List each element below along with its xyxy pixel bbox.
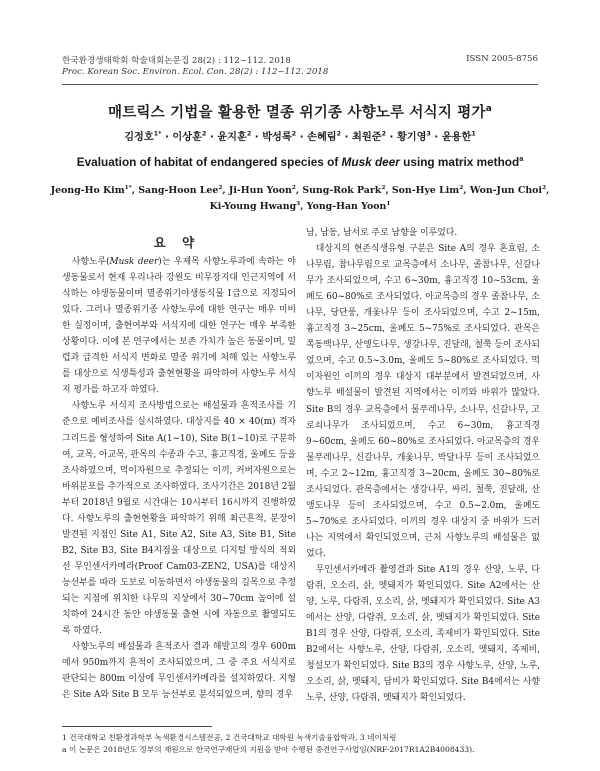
author-en-sup: 3: [296, 200, 301, 207]
author-ko-sup: 2: [381, 130, 386, 138]
title-english-italic: Musk deer: [341, 155, 400, 169]
right-column: [306, 225, 540, 706]
author-en-name: Yong-Han Yoon: [306, 201, 387, 212]
author-ko-name: 최원준: [352, 132, 382, 143]
author-ko-name: 이상훈: [172, 132, 202, 143]
journal-en: Proc. Korean Soc. Environ. Ecol. Con. 28(2) : 112~112. 2018: [62, 67, 329, 77]
author-en-separator: ,: [546, 185, 550, 196]
author-ko-name: 윤지훈: [217, 132, 247, 143]
right-paragraph: 무인센서카메라 촬영결과 Site A1의 경우 산양, 노루, 다람쥐, 오소리, 삵, 멧돼지가 확인되었다. Site A2에서는 산양, 노루, 다람쥐, 오소리, 삵, 멧돼지가 확인되었다. Site A3에서는 산양, 다람쥐, 오소리, 삵, 멧돼지가 확인되었다. Site B1의 경우 산양, 다람쥐, 오소리, 족제비가 확인되었다. Site B2에서는 사향노루, 산양, 다람쥐, 오소리, 멧돼지, 족제비, 청설모가 확인되었다. Site B3의 경우 사향노루, 산양, 노루, 오소리, 삵, 멧돼지, 담비가 확인되었다. Site B4에서는 사향노루, 산양, 다람쥐, 멧돼지가 확인되었다.: [306, 564, 540, 704]
issn: ISSN 2005-8756: [466, 54, 538, 64]
author-en-sup: 2: [218, 184, 223, 191]
author-en-separator: ,: [131, 185, 139, 196]
author-ko-name: 박성록: [262, 132, 292, 143]
author-ko-sup: 2: [291, 130, 297, 138]
title-korean: [40, 101, 560, 122]
footnote-divider: [62, 726, 212, 727]
author-ko-sup: 3: [426, 130, 431, 138]
author-en-separator: ,: [463, 185, 470, 196]
paragraph-text: 사향노루(: [71, 257, 110, 267]
footnote-affiliations: 1 건국대학교 친환경과학부 녹색환경시스템전공, 2 건국대학교 대학원 녹색기술융합학과, 3 네이처링: [62, 733, 397, 742]
left-paragraph: [62, 254, 296, 398]
author-ko-sup: 2: [336, 130, 342, 138]
author-en-separator: ,: [385, 185, 392, 196]
paragraph-italic: Musk deer: [109, 257, 159, 267]
author-ko-sup: 1*: [153, 130, 162, 138]
left-paragraph: [62, 639, 296, 703]
author-ko-name: 손혜림: [307, 132, 337, 143]
author-en-separator: ,: [300, 201, 307, 212]
author-ko-name: 황기영: [396, 132, 427, 143]
author-en-name: Sang-Hoon Lee: [138, 185, 219, 196]
author-en-sup: 2: [541, 184, 547, 191]
author-en-name: Won-Jun Choi: [469, 185, 542, 196]
title-english: [40, 155, 560, 169]
author-en-separator: ,: [295, 185, 303, 196]
left-column: [62, 254, 296, 703]
right-paragraph: 남, 남동, 남서로 주로 남향을 이루었다.: [306, 228, 458, 238]
author-en-sup: 2: [381, 184, 386, 191]
paragraph-text: )는 우제목 사향노루과에 속하는 야생동물로서 현재 우리나라 강원도 비무장지대 인근지역에 서식하는 야생동물이며 멸종위기야생동식물 Ⅰ급으로 지정되어 있다. 그러나 멸종위기종 사향노루에 대한 연구는 매우 미비한 실정이며, 출현여부와 서식지에 대한 연구는 매우 부족한 상황이다. 이에 본 연구에서는 보존 가치가 높은 동물이며, 밀렵과 급격한 서식지 변화로 멸종 위기에 처해 있는 사향노루를 대상으로 식생특성과 출현현황을 파악하여 사향노루 서식지 평가를 하고자 하였다.: [62, 257, 296, 396]
author-en-sup: 2: [459, 184, 464, 191]
title-korean-text: 매트릭스 기법을 활용한 멸종 위기종 사향노루 서식지 평가: [108, 105, 486, 121]
author-en-name: Son-Hye Lim: [391, 185, 460, 196]
right-paragraph: 대상지의 현존식생유형 구분은 Site A의 경우 혼효림, 소나무림, 참나무림으로 교목층에서 소나무, 졸참나무, 신갈나무가 조사되었으며, 수고 6~30m, 흉고직경 10~53cm, 울폐도 60~80%로 조사되었다. 아교목층의 경우 졸참나무, 소나무, 당단풍, 개옻나무 등이 조사되었으며, 수고 2~15m, 흉고직경 3~25cm, 울폐도 5~75%로 조사되었다. 관목은 쪽동백나무, 산앵도나무, 생강나무, 진달래, 철쭉 등이 조사되었으며, 수고 0.5~3.0m, 울폐도 5~80%로 조사되었다. 먹이자원인 이끼의 경우 대상지 대부분에서 발견되었으며, 사향노루 배설물이 발견된 지역에서는 이끼와 바위가 많았다. Site B의 경우 교목층에서 물푸레나무, 소나무, 신갈나무, 고로쇠나무가 조사되었으며, 수고 6~30m, 흉고직경 9~60cm, 울폐도 60~80%로 조사되었다. 아교목층의 경우 물푸레나무, 신갈나무, 개옻나무, 박달나무 등이 조사되었으며, 수고 2~12m, 흉고직경 3~20cm, 울폐도 30~80%로 조사되었다. 관목층에서는 생강나무, 싸리, 철쭉, 진달래, 산앵도나무 등이 조사되었으며, 수고 0.5~2.0m, 울폐도 5~70%로 조사되었다. 이끼의 경우 대상지 중 바위가 드러나는 지역에서 확인되었으며, 근처 사향노루의 배설물은 없었다.: [306, 244, 540, 559]
authors-korean: 김정호$^{1*}$ · 이상훈$^2$ · 윤지훈$^2$ · 박성록$^2$ · 손혜림$^2$ · 최원준$^2$ · 황기영$^3$ · 윤용한$^1$: [124, 130, 476, 143]
footnote-funding: a 이 논문은 2018년도 정부의 재원으로 한국연구재단의 지원을 받아 수행된 중견연구사업임(NRF-2017R1A2B4008433).: [62, 745, 475, 754]
journal-ko: 한국환경생태학회 학술대회논문집 28(2) : 112~112. 2018: [62, 56, 291, 66]
author-en-sup: 2: [291, 184, 296, 191]
author-en-sup: 1: [386, 200, 391, 207]
author-en-name: Jeong-Ho Kim: [50, 185, 125, 196]
author-ko-sup: 1: [471, 130, 476, 138]
paragraph-text: 사향노루의 배설물과 흔적조사 결과 해발고의 경우 600m에서 950m까지 흔적이 조사되었으며, 그 중 주요 서식지로 판단되는 800m 이상에 무인센서카메라를 설치하였다. 지형은 Site A와 Site B 모두 능선부로 분석되었으며, 향의 경우: [62, 642, 296, 701]
abstract-heading: 요 약: [153, 235, 201, 250]
author-en-name: Ji-Hun Yoon: [228, 185, 292, 196]
paragraph-text: 사향노루 서식지 조사방법으로는 배설물과 흔적조사를 기준으로 예비조사를 실시하였다. 대상지를 40 × 40(m) 격자 그리드를 형성하여 Site A(1~10), Site B(1~10)로 구분하여, 교목, 아교목, 관목의 수종과 수고, 흉고직경, 울폐도 등을 조사하였으며, 먹이자원으로 추정되는 이끼, 커버자원으로는 바위분포를 추가적으로 조사하였다. 조사기간은 2018년 2월부터 2018년 9월로 시간대는 10시부터 16시까지 진행하였다. 사향노루의 출현현황을 파악하기 위해 최근흔적, 분장이 발견된 지점인 Site A1, Site A2, Site A3, Site B1, Site B2, Site B3, Site B4지점을 대상으로 디지털 방식의 적외선 무인센서카메라(Proof Cam03-ZEN2, USA)를 대상지 능선부를 따라 도보로 이동하면서 야생동물의 길목으로 추정되는 지점에 위치한 나무의 지상에서 30~70cm 높이에 설치하여 24시간 동안 야생동물 출현 시에 자동으로 촬영되도록 하였다.: [62, 401, 296, 637]
author-ko-sup: 2: [201, 130, 207, 138]
author-en-name: Sung-Rok Park: [302, 185, 382, 196]
authors-english: [50, 183, 550, 215]
author-ko-sup: 2: [246, 130, 252, 138]
title-english-after: using matrix method: [399, 155, 520, 169]
author-ko-name: 김정호: [124, 132, 154, 143]
author-ko-name: 윤용한: [441, 132, 472, 143]
header-divider: [62, 84, 538, 85]
title-english-before: Evaluation of habitat of endangered species of: [76, 155, 342, 169]
author-en-name: Ki-Young Hwang: [209, 201, 297, 212]
author-en-sup: 1*: [124, 184, 132, 191]
title-korean-sup: a: [485, 104, 492, 115]
running-header-en: [62, 67, 538, 79]
author-en-separator: ,: [222, 185, 229, 196]
left-paragraph: [62, 398, 296, 639]
running-header: [62, 54, 538, 66]
title-english-sup: a: [519, 154, 524, 164]
